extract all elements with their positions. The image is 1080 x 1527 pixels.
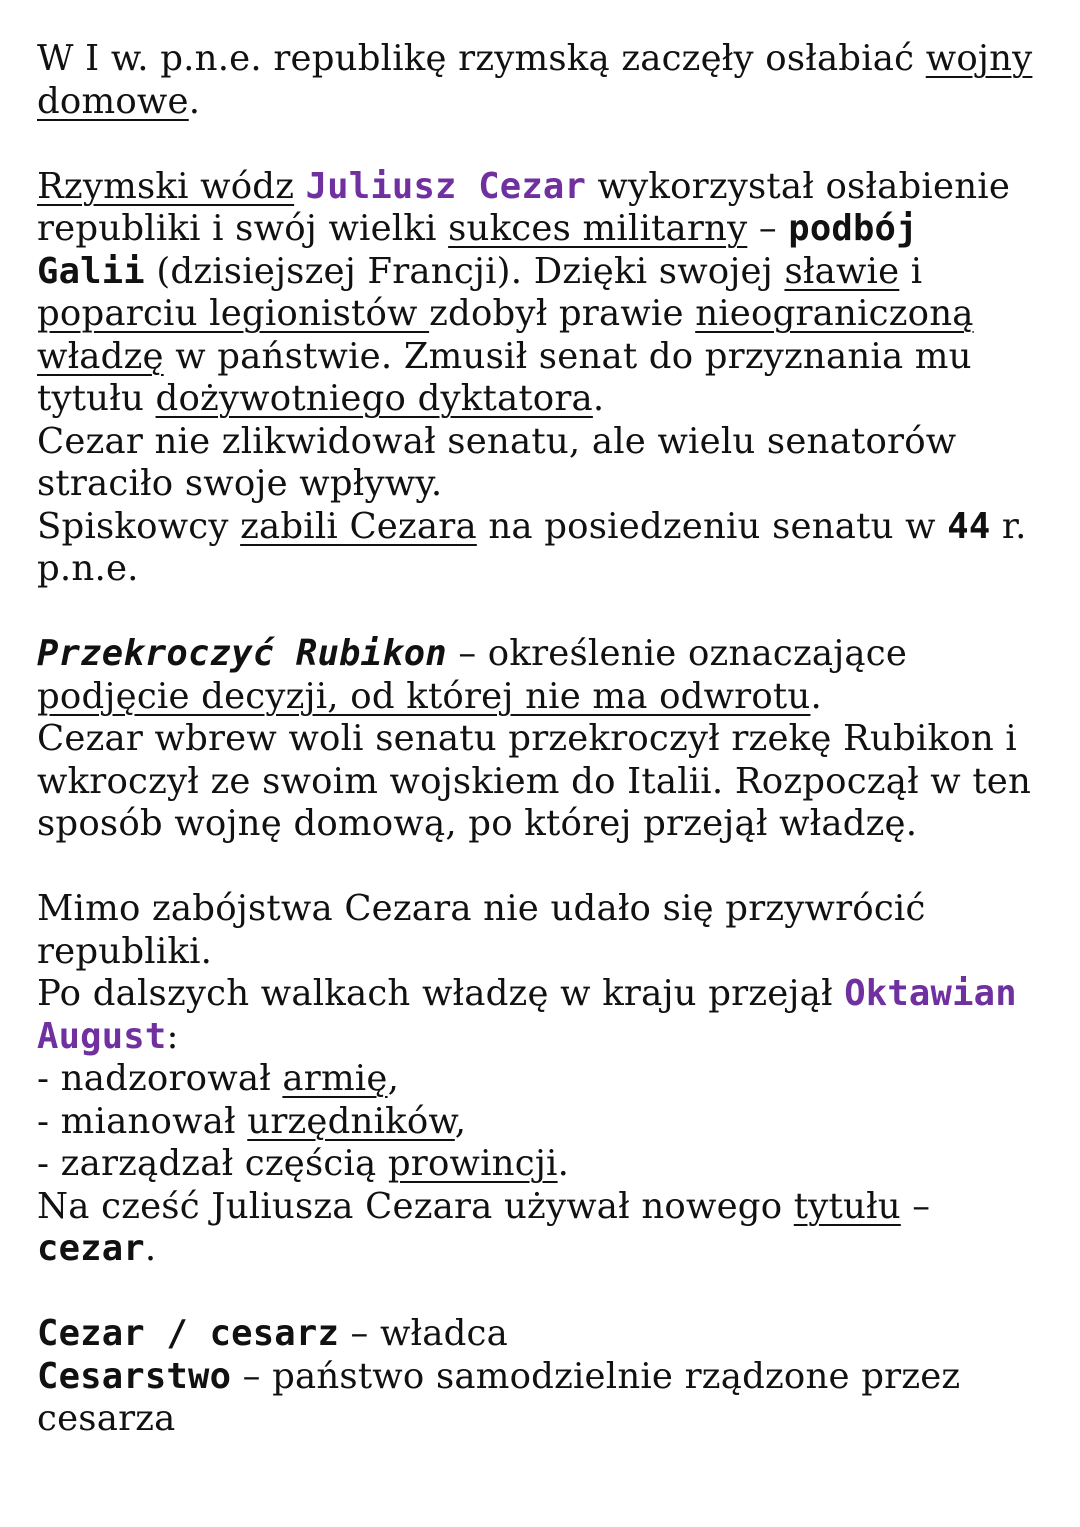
paragraph-rubicon-definition: Przekroczyć Rubikon – określenie oznaczające podjęcie decyzji, od której nie ma odwrotu. (37, 633, 908, 717)
spacer (37, 1271, 1047, 1314)
highlight-julius-caesar: Juliusz Cezar (305, 165, 587, 207)
underlined-roman-leader: Rzymski wódz (37, 165, 295, 207)
underlined-civil-wars: wojny domowe (37, 38, 1033, 122)
underlined-irreversible-decision: podjęcie decyzji, od której nie ma odwrotu (37, 675, 811, 717)
bold-conquest-of-gaul: podbój Galii (37, 208, 918, 292)
paragraph-rubicon-crossing: Cezar wbrew woli senatu przekroczył rzekę Rubikon i wkroczył ze swoim wojskiem do Italii. Rozpoczął w ten sposób wojnę domową, po której przejął władzę. (37, 718, 1032, 844)
underlined-army: armię (282, 1058, 388, 1099)
list-item: - zarządzał częścią prowincji. (37, 1143, 570, 1184)
underlined-provinces: prowincji (387, 1143, 558, 1184)
paragraph-caesar-title: Na cześć Juliusza Cezara używał nowego tytułu – cezar. (37, 1185, 931, 1269)
underlined-unlimited-power: nieograniczoną władzę (37, 293, 974, 377)
paragraph-civil-wars: W I w. p.n.e. republikę rzymską zaczęły osłabiać wojny domowe. (37, 38, 1033, 122)
paragraph-senate: Cezar nie zlikwidował senatu, ale wielu senatorów straciło swoje wpływy. (37, 420, 957, 504)
underlined-military-success: sukces militarny (448, 208, 748, 249)
underlined-fame: sławie (784, 250, 900, 292)
spacer (37, 846, 1047, 889)
underlined-title: tytułu (793, 1185, 901, 1227)
definition-empire: Cesarstwo – państwo samodzielnie rządzone przez cesarza (37, 1355, 961, 1439)
term-empire: Cesarstwo (37, 1355, 232, 1397)
bold-cezar: cezar (37, 1228, 145, 1269)
list-item: - nadzorował armię, (37, 1058, 400, 1099)
bold-year-44: 44 (947, 505, 991, 547)
paragraph-octavian: Po dalszych walkach władzę w kraju przejął Oktawian August: (37, 973, 1017, 1057)
spacer (37, 123, 1047, 166)
definition-emperor: Cezar / cesarz – władca (37, 1313, 508, 1354)
underlined-legion-support: poparciu legionistów (37, 293, 430, 334)
term-rubicon: Przekroczyć Rubikon (37, 633, 447, 674)
term-emperor: Cezar / cesarz (37, 1313, 340, 1354)
paragraph-republic-not-restored: Mimo zabójstwa Cezara nie udało się przywrócić republiki. (37, 888, 926, 972)
list-item: - mianował urzędników, (37, 1100, 467, 1142)
underlined-officials: urzędników (247, 1100, 455, 1142)
paragraph-assassination: Spiskowcy zabili Cezara na posiedzeniu senatu w 44 r. p.n.e. (37, 505, 1027, 589)
underlined-killed-caesar: zabili Cezara (240, 505, 477, 547)
document-page (37, 38, 1047, 1441)
highlight-octavian-august: Oktawian August (37, 973, 1017, 1057)
spacer (37, 591, 1047, 634)
underlined-dictator-for-life: dożywotniego dyktatora (155, 378, 593, 419)
paragraph-caesar-rise: Rzymski wódz Juliusz Cezar wykorzystał osłabienie republiki i swój wielki sukces militarny – podbój Galii (dzisiejszej Francji). Dzięki swojej sławie i poparciu legionistów zdobył prawie nieograniczoną władzę w państwie. Zmusił senat do przyznania mu tytułu dożywotniego dyktatora. (37, 165, 1011, 419)
